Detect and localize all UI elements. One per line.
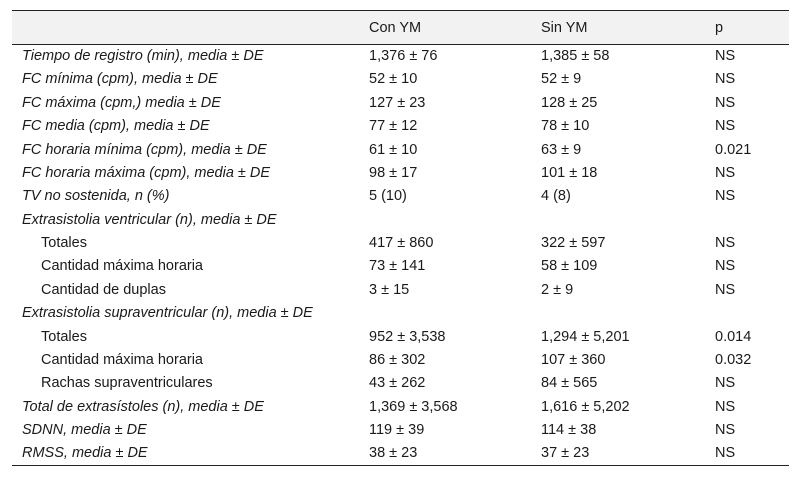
header-sin-ym: Sin YM (531, 11, 705, 45)
con-ym-value: 77 ± 12 (369, 118, 418, 135)
table-row (12, 138, 789, 161)
p-value: NS (715, 258, 736, 275)
sin-ym-value: 101 ± 18 (541, 164, 598, 181)
header-p: p (705, 11, 789, 45)
row-label: Rachas supraventriculares (41, 375, 213, 392)
row-label: Tiempo de registro (min), media ± DE (22, 48, 264, 65)
p-value: NS (715, 398, 736, 415)
sin-ym-value: 1,294 ± 5,201 (541, 328, 630, 345)
header-con-ym: Con YM (359, 11, 531, 45)
sin-ym-value: 322 ± 597 (541, 235, 606, 252)
table-row (12, 68, 789, 91)
p-value: NS (715, 235, 736, 252)
p-value: NS (715, 375, 736, 392)
section-label: Extrasistolia supraventricular (n), media ± DE (22, 305, 313, 322)
row-label: RMSS, media ± DE (12, 442, 359, 465)
table-row (12, 349, 789, 372)
con-ym-value: 5 (10) (369, 188, 407, 205)
table-row (12, 232, 789, 255)
sin-ym-value: 1,385 ± 58 (541, 48, 610, 65)
con-ym-value: 98 ± 17 (369, 164, 418, 181)
table-row (12, 161, 789, 184)
row-label: Totales (41, 328, 87, 345)
sin-ym-value: 114 ± 38 (541, 422, 597, 439)
table-row (12, 325, 789, 348)
results-table-container (12, 10, 789, 466)
p-value (705, 208, 789, 231)
con-ym-value: 952 ± 3,538 (369, 328, 446, 345)
sin-ym-value: 84 ± 565 (541, 375, 598, 392)
table-row (12, 395, 789, 418)
con-ym-value: 3 ± 15 (369, 281, 410, 298)
row-label: Cantidad máxima horaria (41, 352, 203, 369)
row-label: FC máxima (cpm,) media ± DE (22, 94, 221, 111)
con-ym-value: 86 ± 302 (369, 352, 426, 369)
con-ym-value: 61 ± 10 (369, 141, 418, 158)
con-ym-value: 52 ± 10 (369, 71, 418, 88)
sin-ym-value: 4 (8) (541, 188, 571, 205)
p-value: NS (715, 71, 736, 88)
p-value: 0.014 (715, 328, 752, 345)
con-ym-value: 119 ± 39 (369, 422, 425, 439)
p-value: NS (715, 422, 736, 439)
row-label: FC media (cpm), media ± DE (22, 118, 210, 135)
con-ym-value: 38 ± 23 (359, 442, 531, 465)
table-header-row (12, 11, 789, 45)
row-label: Total de extrasístoles (n), media ± DE (22, 398, 264, 415)
con-ym-value (359, 208, 531, 231)
sin-ym-value: 63 ± 9 (541, 141, 582, 158)
row-label: FC horaria máxima (cpm), media ± DE (22, 164, 271, 181)
con-ym-value: 43 ± 262 (369, 375, 426, 392)
con-ym-value: 1,369 ± 3,568 (369, 398, 458, 415)
table-row (12, 91, 789, 114)
sin-ym-value: 1,616 ± 5,202 (541, 398, 630, 415)
header-label (12, 11, 359, 45)
sin-ym-value: 2 ± 9 (541, 281, 574, 298)
sin-ym-value: 52 ± 9 (541, 71, 582, 88)
sin-ym-value: 58 ± 109 (541, 258, 598, 275)
table-row (12, 419, 789, 442)
p-value: 0.021 (715, 141, 752, 158)
con-ym-value: 127 ± 23 (369, 94, 426, 111)
p-value: NS (715, 281, 736, 298)
con-ym-value: 1,376 ± 76 (369, 48, 438, 65)
p-value: NS (715, 48, 736, 65)
con-ym-value (359, 302, 531, 325)
table-section-row (12, 302, 789, 325)
row-label: TV no sostenida, n (%) (22, 188, 170, 205)
row-label: Totales (41, 235, 87, 252)
p-value: NS (715, 118, 736, 135)
p-value: NS (715, 164, 736, 181)
con-ym-value: 73 ± 141 (369, 258, 426, 275)
p-value (705, 302, 789, 325)
table-row (12, 185, 789, 208)
table-row (12, 115, 789, 138)
sin-ym-value: 107 ± 360 (541, 352, 606, 369)
row-label: Cantidad máxima horaria (41, 258, 203, 275)
sin-ym-value: 78 ± 10 (541, 118, 590, 135)
results-table (12, 10, 789, 466)
sin-ym-value (531, 208, 705, 231)
row-label: FC mínima (cpm), media ± DE (22, 71, 218, 88)
row-label: SDNN, media ± DE (22, 422, 147, 439)
row-label: Cantidad de duplas (41, 281, 166, 298)
p-value: NS (715, 94, 736, 111)
section-label: Extrasistolia ventricular (n), media ± DE (22, 211, 277, 228)
sin-ym-value: 128 ± 25 (541, 94, 598, 111)
con-ym-value: 417 ± 860 (369, 235, 434, 252)
table-row (12, 372, 789, 395)
table-section-row (12, 208, 789, 231)
table-row (12, 442, 789, 465)
table-row (12, 45, 789, 68)
table-row (12, 278, 789, 301)
sin-ym-value: 37 ± 23 (531, 442, 705, 465)
p-value: NS (715, 188, 736, 205)
p-value: 0.032 (715, 352, 752, 369)
sin-ym-value (531, 302, 705, 325)
p-value: NS (705, 442, 789, 465)
table-row (12, 255, 789, 278)
row-label: FC horaria mínima (cpm), media ± DE (22, 141, 267, 158)
